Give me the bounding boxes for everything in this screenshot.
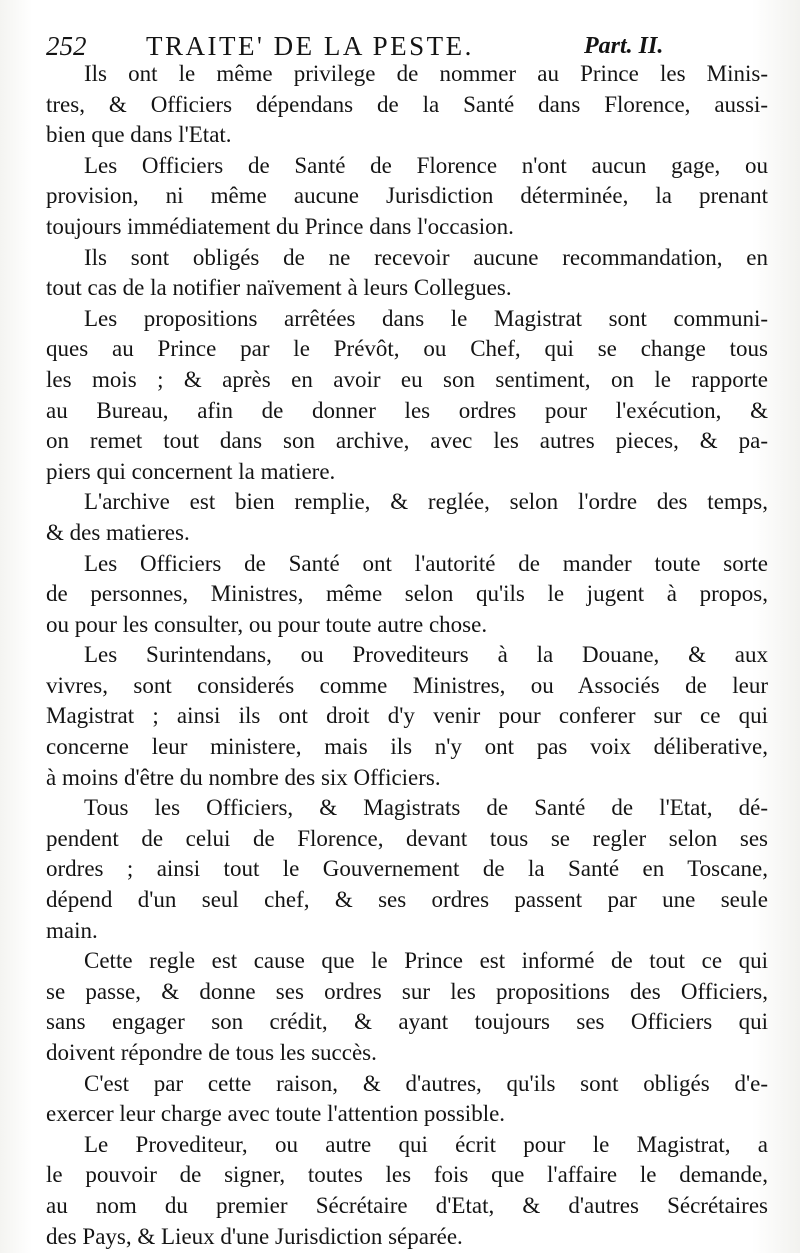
text-line: tout cas de la notifier naïvement à leurs Collegues.	[46, 275, 512, 301]
text-line: Ils ont le même privilege de nommer au Prince les Minis-	[84, 61, 768, 86]
text-line: à moins d'être du nombre des six Officiers.	[46, 764, 441, 790]
paragraph	[46, 487, 768, 548]
paragraph	[46, 640, 768, 793]
text-line: Les propositions arrêtées dans le Magistrat sont communi-	[84, 305, 768, 331]
text-line: piers qui concernent la matiere.	[46, 458, 336, 484]
text-line: exercer leur charge avec toute l'attention possible.	[46, 1101, 506, 1127]
paragraph	[46, 549, 768, 641]
text-line: provision, ni même aucune Jurisdiction déterminée, la prenant	[46, 183, 768, 209]
text-line: C'est par cette raison, & d'autres, qu'ils sont obligés d'e-	[84, 1070, 768, 1096]
paragraph	[46, 59, 768, 151]
text-line: doivent répondre de tous les succès.	[46, 1040, 377, 1065]
text-line: bien que dans l'Etat.	[46, 122, 232, 148]
text-line: Ils sont obligés de ne recevoir aucune recommandation, en	[84, 244, 768, 270]
text-line: Magistrat ; ainsi ils ont droit d'y venir pour conferer sur ce qui	[46, 703, 768, 729]
paragraph	[46, 151, 768, 243]
paragraph	[46, 1130, 768, 1252]
text-line: ordres ; ainsi tout le Gouvernement de la Santé en Toscane,	[46, 856, 768, 882]
text-line: Les Surintendans, ou Provediteurs à la Douane, & aux	[84, 642, 768, 668]
text-line: Les Officiers de Santé de Florence n'ont aucun gage, ou	[84, 152, 768, 178]
text-line: Les Officiers de Santé ont l'autorité de mander toute sorte	[84, 550, 768, 576]
text-line: & des matieres.	[46, 519, 190, 545]
text-line: de personnes, Ministres, même selon qu'ils le jugent à propos,	[46, 581, 768, 607]
text-line: se passe, & donne ses ordres sur les propositions des Officiers,	[46, 978, 768, 1004]
part-label: Part. II.	[584, 33, 664, 59]
text-line: Le Provediteur, ou autre qui écrit pour le Magistrat, a	[84, 1131, 768, 1157]
text-line: Tous les Officiers, & Magistrats de Santé de l'Etat, dé-	[84, 795, 768, 821]
text-line: ou pour les consulter, ou pour toute autre chose.	[46, 611, 488, 637]
running-title: TRAITE' DE LA PESTE.	[146, 31, 474, 61]
text-line: tres, & Officiers dépendans de la Santé dans Florence, aussi-	[46, 91, 768, 117]
paragraph	[46, 1069, 768, 1130]
text-line: toujours immédiatement du Prince dans l'occasion.	[46, 213, 514, 239]
paragraph	[46, 793, 768, 946]
text-line: ques au Prince par le Prévôt, ou Chef, qui se change tous	[46, 336, 768, 362]
page-number: 252	[46, 31, 87, 61]
text-line: le pouvoir de signer, toutes les fois que l'affaire le demande,	[46, 1162, 768, 1188]
text-line: les mois ; & après en avoir eu son sentiment, on le rapporte	[46, 366, 768, 392]
text-line: Cette regle est cause que le Prince est informé de tout ce qui	[84, 948, 768, 974]
text-line: des Pays, & Lieux d'une Jurisdiction séparée.	[46, 1223, 463, 1249]
text-line: L'archive est bien remplie, & reglée, selon l'ordre des temps,	[84, 489, 768, 515]
text-line: au nom du premier Sécrétaire d'Etat, & d'autres Sécrétaires	[46, 1192, 768, 1218]
page-body-text	[46, 59, 768, 1252]
paragraph	[46, 946, 768, 1068]
paragraph	[46, 304, 768, 488]
text-line: on remet tout dans son archive, avec les autres pieces, & pa-	[46, 428, 768, 454]
text-line: dépend d'un seul chef, & ses ordres passent par une seule	[46, 887, 768, 913]
text-line: concerne leur ministere, mais ils n'y ont pas voix déliberative,	[46, 734, 768, 760]
text-line: vivres, sont considerés comme Ministres, ou Associés de leur	[46, 672, 768, 698]
text-line: main.	[46, 917, 98, 943]
text-line: sans engager son crédit, & ayant toujours ses Officiers qui	[46, 1009, 768, 1035]
text-line: pendent de celui de Florence, devant tous se regler selon ses	[46, 825, 768, 851]
text-line: au Bureau, afin de donner les ordres pour l'exécution, &	[46, 397, 768, 423]
paragraph	[46, 243, 768, 304]
